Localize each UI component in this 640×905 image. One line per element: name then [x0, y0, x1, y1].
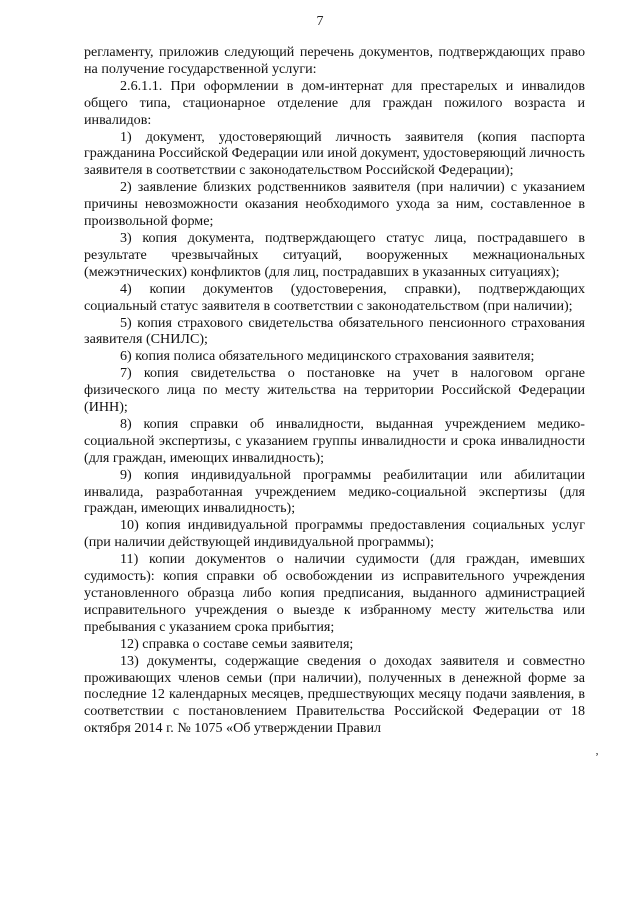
paragraph: 2) заявление близких родственников заявителя (при наличии) с указанием причины невозможности оказания необходимого ухода за ним, составленное в произвольной форме; [84, 179, 585, 230]
paragraph: 3) копия документа, подтверждающего статус лица, пострадавшего в результате чрезвычайных ситуаций, вооруженных межнациональных (межэтнических) конфликтов (для лиц, пострадавших в указанных ситуациях); [84, 229, 585, 280]
paragraph: 6) копия полиса обязательного медицинского страхования заявителя; [120, 348, 535, 365]
paragraph: 5) копия страхового свидетельства обязательного пенсионного страхования заявителя (СНИЛС); [84, 314, 585, 348]
paragraph: 12) справка о составе семьи заявителя; [120, 635, 354, 652]
paragraph: 1) документ, удостоверяющий личность заявителя (копия паспорта гражданина Российской Федерации или иной документ, удостоверяющий личность заявителя в соответствии с законодательством Российской Федерации); [84, 128, 585, 179]
paragraph: 8) копия справки об инвалидности, выданная учреждением медико-социальной экспертизы, с указанием группы инвалидности и срока инвалидности (для граждан, имеющих инвалидность); [84, 415, 585, 466]
paragraph: 9) копия индивидуальной программы реабилитации или абилитации инвалида, разработанная учреждением медико-социальной экспертизы (для граждан, имеющих инвалидность); [84, 466, 585, 517]
paragraph: 11) копии документов о наличии судимости (для граждан, имевших судимость): копия справки об освобождении из исправительного учреждения установленного образца либо копия предписания, выданного администрацией исправительного учреждения о выезде к избранному месту жительства или пребывания с указанием срока прибытия; [84, 551, 585, 635]
page-number: 7 [316, 14, 324, 29]
paragraph: 2.6.1.1. При оформлении в дом-интернат для престарелых и инвалидов общего типа, стационарное отделение для граждан пожилого возраста и инвалидов: [84, 77, 585, 128]
paragraph: 7) копия свидетельства о постановке на учет в налоговом органе физического лица по месту жительства на территории Российской Федерации (ИНН); [84, 365, 585, 416]
paragraph: 10) копия индивидуальной программы предоставления социальных услуг (при наличии действующей индивидуальной программы); [84, 517, 585, 551]
paragraph: регламенту, приложив следующий перечень документов, подтверждающих право на получение государственной услуги: [84, 44, 585, 77]
document-body [84, 44, 585, 737]
margin-mark: ‚ [595, 743, 599, 757]
paragraph: 4) копии документов (удостоверения, справки), подтверждающих социальный статус заявителя в соответствии с законодательством (при наличии); [84, 280, 585, 314]
paragraph: 13) документы, содержащие сведения о доходах заявителя и совместно проживающих членов семьи (при наличии), полученных в денежной форме за последние 12 календарных месяцев, предшествующих месяцу подачи заявления, в соответствии с постановлением Правительства Российской Федерации от 18 октября 2014 г. № 1075 «Об утверждении Правил [84, 652, 585, 737]
